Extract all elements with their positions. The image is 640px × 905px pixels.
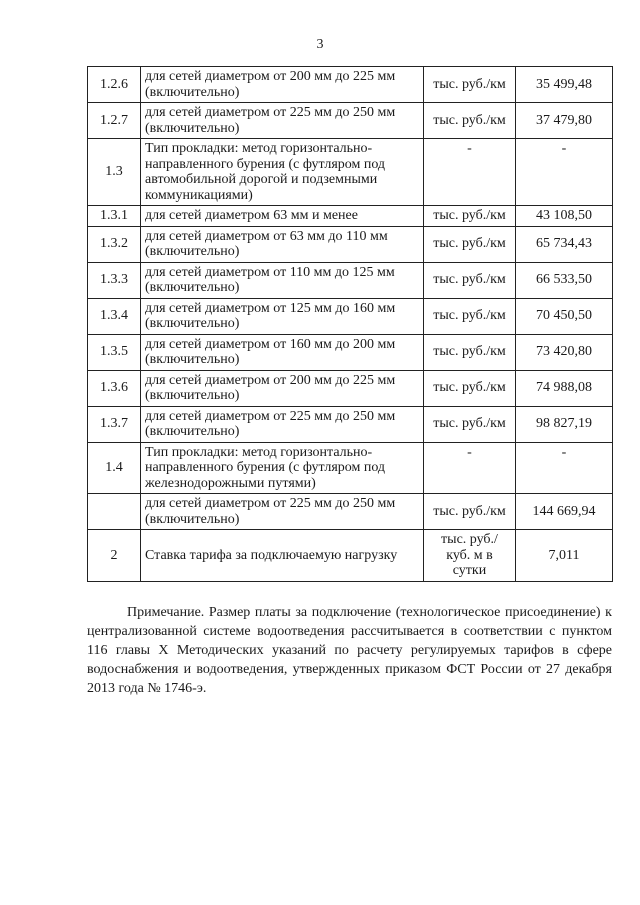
description-cell: для сетей диаметром от 200 мм до 225 мм (включительно) [141,67,424,103]
table-row [88,206,613,227]
value-cell: 65 734,43 [516,226,613,262]
table-row [88,530,613,582]
table-row [88,334,613,370]
description-cell: для сетей диаметром от 110 мм до 125 мм (включительно) [141,262,424,298]
unit-cell: тыс. руб./км [424,298,516,334]
row-number-cell [88,494,141,530]
description-cell: Ставка тарифа за подключаемую нагрузку [141,530,424,582]
value-cell: 73 420,80 [516,334,613,370]
value-cell: - [516,442,613,494]
value-cell: - [516,139,613,206]
unit-cell: тыс. руб./км [424,370,516,406]
description-cell: для сетей диаметром от 200 мм до 225 мм (включительно) [141,370,424,406]
row-number-cell: 1.3.6 [88,370,141,406]
table-row [88,67,613,103]
description-cell: для сетей диаметром от 225 мм до 250 мм (включительно) [141,406,424,442]
tariff-table-body [88,67,613,582]
description-cell: для сетей диаметром от 63 мм до 110 мм (включительно) [141,226,424,262]
value-cell: 144 669,94 [516,494,613,530]
row-number-cell: 1.2.6 [88,67,141,103]
unit-cell: тыс. руб./км [424,67,516,103]
row-number-cell: 1.3.7 [88,406,141,442]
description-cell: Тип прокладки: метод горизонтально-направленного бурения (с футляром под железнодорожными путями) [141,442,424,494]
unit-cell: тыс. руб./км [424,406,516,442]
description-cell: для сетей диаметром от 160 мм до 200 мм (включительно) [141,334,424,370]
table-row [88,226,613,262]
value-cell: 35 499,48 [516,67,613,103]
table-row [88,494,613,530]
description-cell: Тип прокладки: метод горизонтально-направленного бурения (с футляром под автомобильной дорогой и подземными коммуникациями) [141,139,424,206]
value-cell: 70 450,50 [516,298,613,334]
value-cell: 43 108,50 [516,206,613,227]
tariff-table [87,66,613,582]
row-number-cell: 1.3.1 [88,206,141,227]
table-row [88,406,613,442]
table-row [88,103,613,139]
table-row [88,442,613,494]
row-number-cell: 1.2.7 [88,103,141,139]
unit-cell: тыс. руб./км [424,103,516,139]
unit-cell: тыс. руб./км [424,334,516,370]
unit-cell: тыс. руб./км [424,226,516,262]
row-number-cell: 1.3.3 [88,262,141,298]
unit-cell: тыс. руб./км [424,494,516,530]
row-number-cell: 1.4 [88,442,141,494]
description-cell: для сетей диаметром от 125 мм до 160 мм (включительно) [141,298,424,334]
unit-cell: тыс. руб./ куб. м в сутки [424,530,516,582]
row-number-cell: 1.3 [88,139,141,206]
description-cell: для сетей диаметром от 225 мм до 250 мм (включительно) [141,494,424,530]
unit-cell: тыс. руб./км [424,262,516,298]
footnote: Примечание. Размер платы за подключение (технологическое присоединение) к централизованной системе водоотведения рассчитывается в соответствии с пунктом 116 главы X Методических указаний по расчету регулируемых тарифов в сфере водоснабжения и водоотведения, утвержденных приказом ФСТ России от 27 декабря 2013 года № 1746-э. [87,605,612,696]
description-cell: для сетей диаметром от 225 мм до 250 мм (включительно) [141,103,424,139]
value-cell: 37 479,80 [516,103,613,139]
table-row [88,298,613,334]
unit-cell: тыс. руб./км [424,206,516,227]
row-number-cell: 2 [88,530,141,582]
row-number-cell: 1.3.2 [88,226,141,262]
table-row [88,370,613,406]
row-number-cell: 1.3.4 [88,298,141,334]
row-number-cell: 1.3.5 [88,334,141,370]
table-row [88,139,613,206]
value-cell: 7,011 [516,530,613,582]
page-number: 3 [316,37,324,52]
unit-cell: - [424,139,516,206]
table-row [88,262,613,298]
unit-cell: - [424,442,516,494]
value-cell: 98 827,19 [516,406,613,442]
description-cell: для сетей диаметром 63 мм и менее [141,206,424,227]
value-cell: 66 533,50 [516,262,613,298]
value-cell: 74 988,08 [516,370,613,406]
